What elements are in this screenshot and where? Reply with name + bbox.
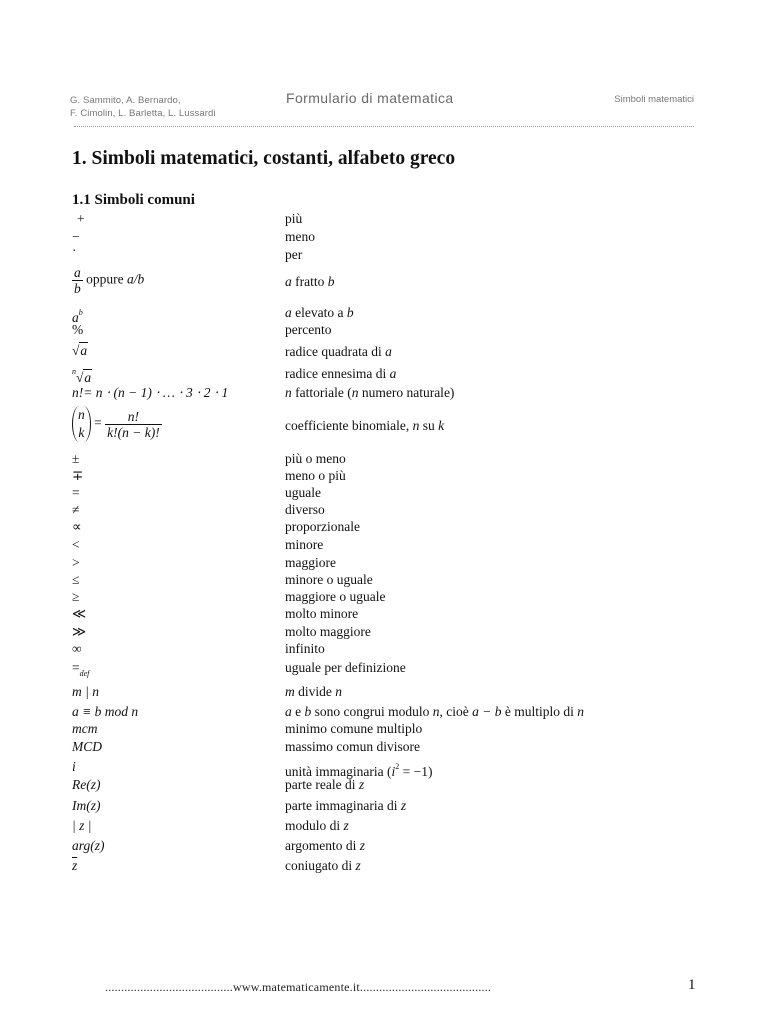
section-title: 1.1 Simboli comuni: [72, 192, 195, 208]
symbol-conjugate: $\overline{z}$: [72, 858, 78, 873]
desc-argument: argomento di z: [285, 838, 366, 853]
symbol-greater-equal: ≥: [72, 589, 80, 604]
desc-proportional: proporzionale: [285, 519, 360, 534]
header-authors: [70, 94, 216, 120]
symbol-lcm: mcm: [72, 721, 98, 736]
desc-power: a elevato a b: [285, 305, 354, 320]
symbol-gcd: MCD: [72, 739, 102, 754]
symbol-percent: %: [72, 322, 84, 337]
page-number: 1: [688, 977, 696, 993]
symbol-real-part: Re(z): [72, 777, 101, 792]
symbol-binomial: n k = $\frac{n!}{k!(n - k)!}$: [72, 406, 162, 442]
desc-modulus: modulo di z: [285, 818, 349, 833]
symbol-minus: −: [72, 229, 80, 244]
symbol-argument: arg(z): [72, 838, 105, 853]
symbol-square-root: √a: [72, 343, 88, 358]
desc-divides: m divide n: [285, 684, 342, 699]
footer-url-link[interactable]: www.matematicamente.it: [233, 980, 360, 994]
symbol-imaginary-part: Im(z): [72, 798, 101, 813]
symbol-not-equal: ≠: [72, 502, 80, 517]
symbol-equal-def: $=_{def}$: [72, 660, 90, 678]
header-divider: [74, 126, 694, 127]
symbol-fraction: $\frac{a}{b}$ oppure a/b: [74, 265, 145, 296]
desc-conjugate: coniugato di z: [285, 858, 361, 873]
footer: [105, 980, 491, 995]
desc-much-greater: molto maggiore: [285, 624, 371, 639]
desc-square-root: radice quadrata di a: [285, 344, 392, 359]
desc-gcd: massimo comun divisore: [285, 739, 420, 754]
symbol-factorial: n!= n ⋅ (n − 1) ⋅ … ⋅ 3 ⋅ 2 ⋅ 1: [72, 385, 229, 400]
desc-imaginary-unit: unità immaginaria $(i^2 = -1)$: [285, 762, 433, 779]
symbol-less-equal: ≤: [72, 572, 80, 587]
desc-plus-minus: più o meno: [285, 451, 346, 466]
desc-greater-than: maggiore: [285, 555, 336, 570]
desc-less-than: minore: [285, 537, 324, 552]
desc-not-equal: diverso: [285, 502, 325, 517]
symbol-nth-root: $^n$√a: [72, 367, 92, 385]
symbol-plus: +: [77, 211, 85, 226]
desc-infinity: infinito: [285, 641, 325, 656]
symbol-power: $a^b$: [72, 308, 83, 325]
desc-fraction: a fratto b: [285, 274, 335, 289]
desc-factorial: n fattoriale (n numero naturale): [285, 385, 455, 400]
symbol-imaginary-unit: i: [72, 759, 76, 774]
desc-nth-root: radice ennesima di a: [285, 366, 397, 381]
footer-dots-right: .........................................: [359, 980, 492, 994]
desc-percent: percento: [285, 322, 332, 337]
desc-plus: più: [285, 211, 303, 226]
desc-minus-plus: meno o più: [285, 468, 346, 483]
footer-dots-left: ........................................: [105, 980, 233, 994]
desc-minus: meno: [285, 229, 315, 244]
symbol-minus-plus: ∓: [72, 468, 84, 483]
symbol-infinity: ∞: [72, 641, 82, 656]
chapter-title: 1. Simboli matematici, costanti, alfabeto greco: [72, 148, 456, 169]
desc-imaginary-part: parte immaginaria di z: [285, 798, 407, 813]
symbol-proportional: ∝: [72, 519, 82, 534]
symbol-less-than: <: [72, 537, 80, 552]
desc-greater-equal: maggiore o uguale: [285, 589, 386, 604]
desc-lcm: minimo comune multiplo: [285, 721, 423, 736]
symbol-modulus: | z |: [72, 818, 92, 833]
symbol-divides: m | n: [72, 684, 99, 699]
symbol-equal: =: [72, 485, 80, 500]
symbol-congruence: a ≡ b mod n: [72, 704, 139, 719]
desc-congruence: a e b sono congrui modulo n, cioè a − b è multiplo di n: [285, 704, 584, 719]
symbol-much-greater: ≫: [72, 624, 87, 639]
symbol-plus-minus: ±: [72, 451, 80, 466]
symbol-times: ·: [72, 243, 77, 258]
header-document-title: Formulario di matematica: [286, 90, 454, 106]
symbol-much-less: ≪: [72, 606, 87, 621]
desc-less-equal: minore o uguale: [285, 572, 373, 587]
symbol-greater-than: >: [72, 555, 80, 570]
desc-real-part: parte reale di z: [285, 777, 365, 792]
desc-equal-def: uguale per definizione: [285, 660, 406, 675]
header-section-name: Simboli matematici: [614, 94, 694, 105]
authors-line-1: G. Sammito, A. Bernardo,: [70, 95, 181, 106]
authors-line-2: F. Cimolin, L. Barletta, L. Lussardi: [70, 108, 216, 119]
desc-much-less: molto minore: [285, 606, 359, 621]
desc-binomial: coefficiente binomiale, n su k: [285, 418, 445, 433]
desc-equal: uguale: [285, 485, 321, 500]
desc-times: per: [285, 247, 303, 262]
